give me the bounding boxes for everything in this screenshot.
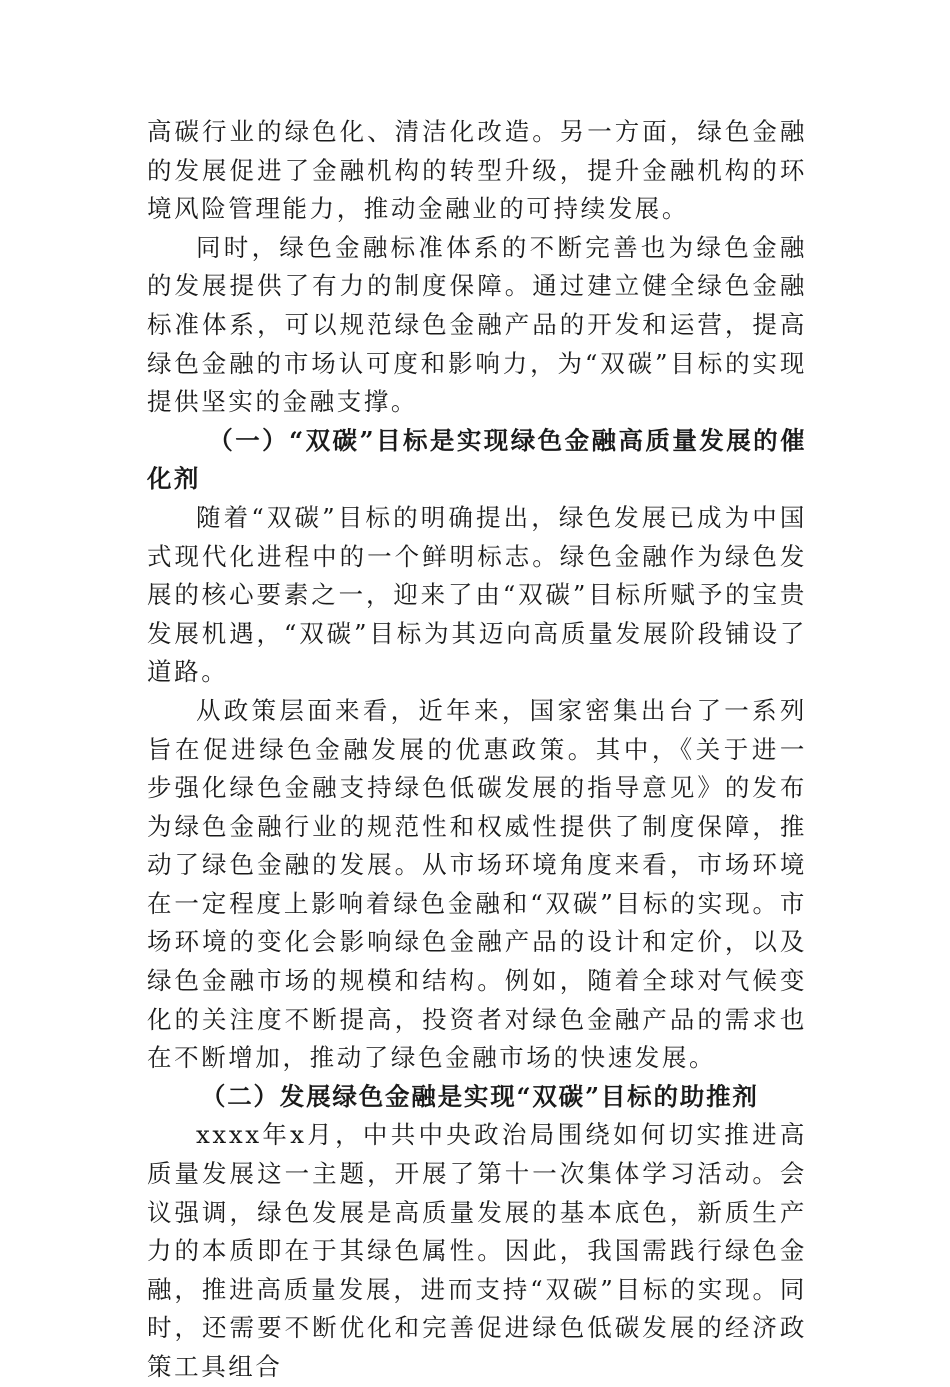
section-heading-2: （二）发展绿色金融是实现“双碳”目标的助推剂 [200,1081,759,1111]
section-heading-1: （一）“双碳”目标是实现绿色金融高质量发展的催化剂 [147,425,807,494]
paragraph-dual-carbon: 随着“双碳”目标的明确提出，绿色发展已成为中国式现代化进程中的一个鲜明标志。绿色金融作为绿色发展的核心要素之一，迎来了由“双碳”目标所赋予的宝贵发展机遇，“双碳”目标为其迈向高质量发展阶段铺设了道路。 [147,502,807,687]
document-body [147,113,807,1387]
paragraph-politburo: xxxx年x月，中共中央政治局围绕如何切实推进高质量发展这一主题，开展了第十一次集体学习活动。会议强调，绿色发展是高质量发展的基本底色，新质生产力的本质即在于其绿色属性。因此，我国需践行绿色金融，推进高质量发展，进而支持“双碳”目标的实现。同时，还需要不断优化和完善促进绿色低碳发展的经济政策工具组合 [147,1120,807,1381]
paragraph-standards: 同时，绿色金融标准体系的不断完善也为绿色金融的发展提供了有力的制度保障。通过建立健全绿色金融标准体系，可以规范绿色金融产品的开发和运营，提高绿色金融的市场认可度和影响力，为“双碳”目标的实现提供坚实的金融支撑。 [147,232,807,417]
paragraph-continuation: 高碳行业的绿色化、清洁化改造。另一方面，绿色金融的发展促进了金融机构的转型升级，提升金融机构的环境风险管理能力，推动金融业的可持续发展。 [147,117,807,224]
paragraph-policy: 从政策层面来看，近年来，国家密集出台了一系列旨在促进绿色金融发展的优惠政策。其中，《关于进一步强化绿色金融支持绿色低碳发展的指导意见》的发布为绿色金融行业的规范性和权威性提供了制度保障，推动了绿色金融的发展。从市场环境角度来看，市场环境在一定程度上影响着绿色金融和“双碳”目标的实现。市场环境的变化会影响绿色金融产品的设计和定价，以及绿色金融市场的规模和结构。例如，随着全球对气候变化的关注度不断提高，投资者对绿色金融产品的需求也在不断增加，推动了绿色金融市场的快速发展。 [147,695,807,1073]
